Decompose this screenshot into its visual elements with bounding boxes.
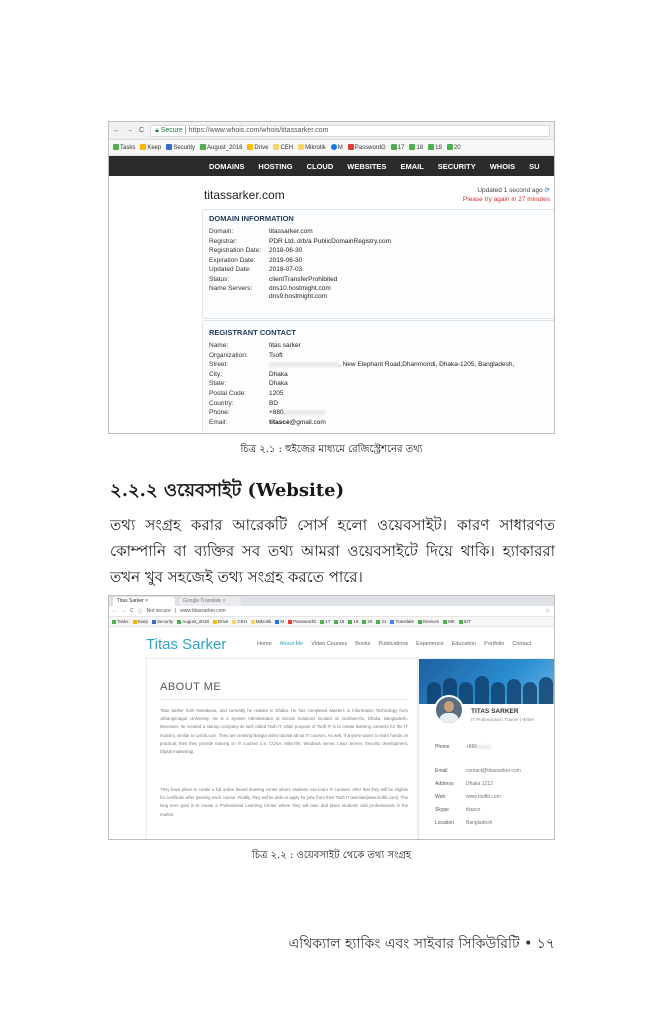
divider: [160, 699, 408, 700]
bookmark-item[interactable]: Tasks: [112, 619, 129, 624]
menu-contact[interactable]: Contact: [512, 641, 532, 647]
contact-value: titasce: [466, 807, 481, 813]
bookmark-item[interactable]: IDT: [459, 619, 471, 624]
contact-label: Location: [435, 820, 454, 826]
bookmark-item[interactable]: Translate: [390, 619, 414, 624]
secure-label: Secure: [160, 126, 183, 134]
nav-websites[interactable]: WEBSITES: [347, 161, 387, 171]
tab-google-translate[interactable]: Google Translate ×: [179, 597, 241, 606]
profile-role: IT Professional | Trainer | Writer: [471, 717, 535, 722]
menu-publications[interactable]: Publications: [378, 641, 409, 647]
forward-icon[interactable]: →: [126, 127, 133, 134]
browser-tabstrip: [109, 596, 554, 606]
section-heading: ২.২.২ ওয়েবসাইট (Website): [110, 480, 345, 501]
bookmark-item[interactable]: Devices: [418, 619, 439, 624]
bookmark-item[interactable]: Mikrotik: [251, 619, 272, 624]
bookmark-item[interactable]: Keep: [140, 144, 161, 151]
contact-label: Skype: [435, 807, 449, 813]
back-icon[interactable]: ←: [113, 127, 120, 134]
contact-label: Address: [435, 781, 454, 787]
info-row: Updated Date: 2018-07-03: [209, 266, 303, 274]
section-paragraph: তথ্য সংগ্রহ করার আরেকটি সোর্স হলো ওয়েবসাইট। কারণ সাধারণত কোম্পানি বা ব্যক্তির সব তথ্য আমরা ওয়েবসাইটে দিয়ে থাকি। হ্যাকাররা তখন খুব সহজেই তথ্য সংগ্রহ করতে পারে।: [110, 516, 555, 586]
contact-value: Bangladesh: [466, 820, 493, 826]
bookmark-item[interactable]: August_2018: [200, 144, 242, 151]
bookmark-item[interactable]: Tasks: [113, 144, 135, 151]
nav-support[interactable]: SU: [529, 161, 540, 171]
menu-education[interactable]: Education: [451, 641, 477, 647]
profile-name: TITAS SARKER: [471, 708, 519, 715]
whois-screenshot: [108, 121, 555, 434]
contact-label: Phone: [435, 744, 450, 750]
info-row: Street: , New Elephant Road,Dhanmondi, Dhaka-1205, Bangladesh,: [209, 361, 515, 369]
url-text[interactable]: www.titassarker.com: [180, 608, 226, 614]
url-field[interactable]: 🔒︎ Secure | https://www.whois.com/whois/titassarker.com: [150, 125, 550, 137]
address-bar: [109, 122, 554, 140]
site-menu: [257, 641, 531, 647]
info-row: Email: titasce@gmail.com: [209, 418, 326, 426]
bookmark-item[interactable]: Security: [166, 144, 195, 151]
about-paragraph-2: They have plans to create a full online based learning center where students can learn IT courses. After that they will be eligible for certificate after passing each course. Finally, they will be able to apply for jobs from their Tsoft IT website(www.tsoftit.com). The long term goal is to create a Professional Learning Center where they will train and place students and professionals in the market.: [160, 787, 408, 817]
registrant-contact-box: [202, 320, 555, 434]
close-icon: ×: [222, 598, 226, 604]
forward-icon[interactable]: →: [121, 608, 126, 614]
info-row: City: Dhaka: [209, 370, 288, 378]
registrant-title: REGISTRANT CONTACT: [209, 328, 296, 337]
bookmarks-bar: [109, 617, 554, 627]
reload-icon[interactable]: C: [139, 127, 145, 134]
figure-caption-2: চিত্র ২.২ : ওয়েবসাইট থেকে তথ্য সংগ্রহ: [251, 850, 412, 861]
bookmark-item[interactable]: 17: [391, 144, 405, 151]
not-secure-label: Not secure: [146, 608, 171, 614]
avatar: [434, 695, 464, 725]
bookmark-item[interactable]: M: [275, 619, 284, 624]
bookmark-item[interactable]: PasswordG: [348, 144, 386, 151]
url-text: https://www.whois.com/whois/titassarker.com: [188, 126, 329, 134]
page-footer: এথিক্যাল হ্যাকিং এবং সাইবার সিকিউরিটি • ১৭: [288, 936, 555, 952]
info-row: Postal Code: 1205: [209, 389, 284, 397]
contact-value[interactable]: contact@titassarker.com: [466, 768, 521, 774]
update-status: [463, 186, 550, 204]
bookmark-item[interactable]: MK: [443, 619, 455, 624]
figure-caption-1: চিত্র ২.১ : হুইজের মাধ্যমে রেজিস্ট্রেশনের তথ্য: [240, 444, 423, 455]
info-row: Phone: +880.: [209, 408, 555, 418]
website-screenshot: [108, 595, 555, 840]
info-row: Domain: titassarker.com: [209, 228, 313, 235]
redacted-street: [269, 362, 339, 367]
bookmark-item[interactable]: 21: [376, 619, 386, 624]
bookmark-item[interactable]: Keep: [133, 619, 149, 624]
back-icon[interactable]: ←: [112, 608, 117, 614]
nav-hosting[interactable]: HOSTING: [258, 161, 293, 171]
bookmark-item[interactable]: 17: [320, 619, 330, 624]
updated-text: Updated 1 second ago: [477, 187, 543, 194]
nav-email[interactable]: EMAIL: [400, 161, 424, 171]
info-row: Expiration Date: 2019-06-30: [209, 256, 303, 264]
menu-home[interactable]: Home: [257, 641, 272, 647]
refresh-icon[interactable]: ⟳: [544, 187, 550, 194]
bookmark-item[interactable]: CEH: [273, 144, 293, 151]
bookmarks-bar: [109, 140, 554, 156]
about-title: ABOUT ME: [160, 681, 222, 693]
bookmark-item[interactable]: August_2018: [177, 619, 209, 624]
info-row: Country: BD: [209, 399, 279, 407]
close-icon: ×: [145, 598, 149, 604]
contact-value: +880: [466, 744, 491, 750]
about-card: [146, 658, 418, 840]
bookmark-item[interactable]: 20: [362, 619, 372, 624]
profile-card: [418, 658, 555, 840]
contact-value[interactable]: www.tsoftit.com: [466, 794, 501, 800]
info-row: Name Servers: dns10.hostmight.com: [209, 284, 331, 292]
bookmark-item[interactable]: M: [331, 144, 343, 151]
reload-icon[interactable]: C: [130, 608, 134, 614]
menu-books[interactable]: Books: [355, 641, 371, 647]
domain-title: titassarker.com: [204, 188, 285, 202]
contact-label: Web: [435, 794, 446, 800]
bookmark-item[interactable]: 20: [447, 144, 461, 151]
menu-experience[interactable]: Experience: [416, 641, 444, 647]
domain-info-title: DOMAIN INFORMATION: [209, 214, 294, 223]
info-row: Name: titas sarker: [209, 342, 301, 349]
info-row: Registration Date: 2018-06-30: [209, 247, 303, 255]
bookmark-item[interactable]: 19: [348, 619, 358, 624]
contact-value: Dhaka 1212: [466, 781, 493, 787]
info-row: Status: clientTransferProhibited: [209, 275, 338, 283]
tab-titas-sarker[interactable]: Titas Sarker ×: [113, 597, 175, 606]
bookmark-item[interactable]: Security: [152, 619, 173, 624]
bookmark-item[interactable]: Drive: [213, 619, 229, 624]
info-row: State: Dhaka: [209, 380, 288, 388]
menu-portfolio[interactable]: Portfolio: [484, 641, 505, 647]
bookmark-item[interactable]: PasswordG: [288, 619, 316, 624]
whois-nav: [109, 156, 554, 176]
email-prefix: titasce: [269, 418, 290, 426]
lock-icon: 🔒︎: [155, 126, 159, 134]
bookmark-item[interactable]: 18: [334, 619, 344, 624]
about-paragraph-1: Titas Sarker from Netrakona, and currently he resides in Dhaka. He has completed Masters in Information Technology from Jahangirnagar University. He is a System Administrator at Enosis Solutions located on Gulshan-01, Dhaka, Bangladesh. Moreover, he created a startup company as well called Tsoft IT. Main purpose of Tsoft IT is to create learning contents for the IT industry, similar to Lynda.com. They are creating Bangla video tutorial about IT courses. As well, if anyone wants to learn hands on practical, then they provide training on IT courses (i.e. CCNA, MikroTik, Windows server, Linux Server, Security development, Digital marketing).: [160, 708, 408, 755]
info-icon: ⓘ: [137, 608, 143, 615]
redacted-phone: [285, 410, 325, 415]
menu-video-courses[interactable]: Video Courses: [311, 641, 348, 647]
retry-text: Please try again in 27 minutes: [462, 196, 550, 203]
bookmark-item[interactable]: 19: [428, 144, 442, 151]
domain-info-box: [202, 209, 555, 319]
nav-whois[interactable]: WHOIS: [489, 161, 516, 171]
bookmark-item[interactable]: 18: [409, 144, 423, 151]
bookmark-item[interactable]: Mikrotik: [298, 144, 326, 151]
nav-security[interactable]: SECURITY: [437, 161, 476, 171]
star-icon[interactable]: ☆: [545, 608, 550, 614]
nav-cloud[interactable]: CLOUD: [306, 161, 334, 171]
nav-domains[interactable]: DOMAINS: [209, 161, 245, 171]
info-row: dns9.hostmight.com: [269, 292, 328, 300]
info-row: Organization: Tsoft: [209, 351, 283, 359]
menu-about-me[interactable]: About Me: [279, 641, 304, 647]
info-row: Registrar: PDR Ltd. d/b/a PublicDomainRegistry.com: [209, 237, 391, 245]
address-bar: ← → C ⓘ Not secure | www.titassarker.com ☆: [109, 606, 554, 617]
bookmark-item[interactable]: Drive: [247, 144, 268, 151]
contact-label: Email: [435, 768, 448, 774]
site-brand[interactable]: Titas Sarker: [146, 636, 227, 653]
bookmark-item[interactable]: CEH: [232, 619, 247, 624]
